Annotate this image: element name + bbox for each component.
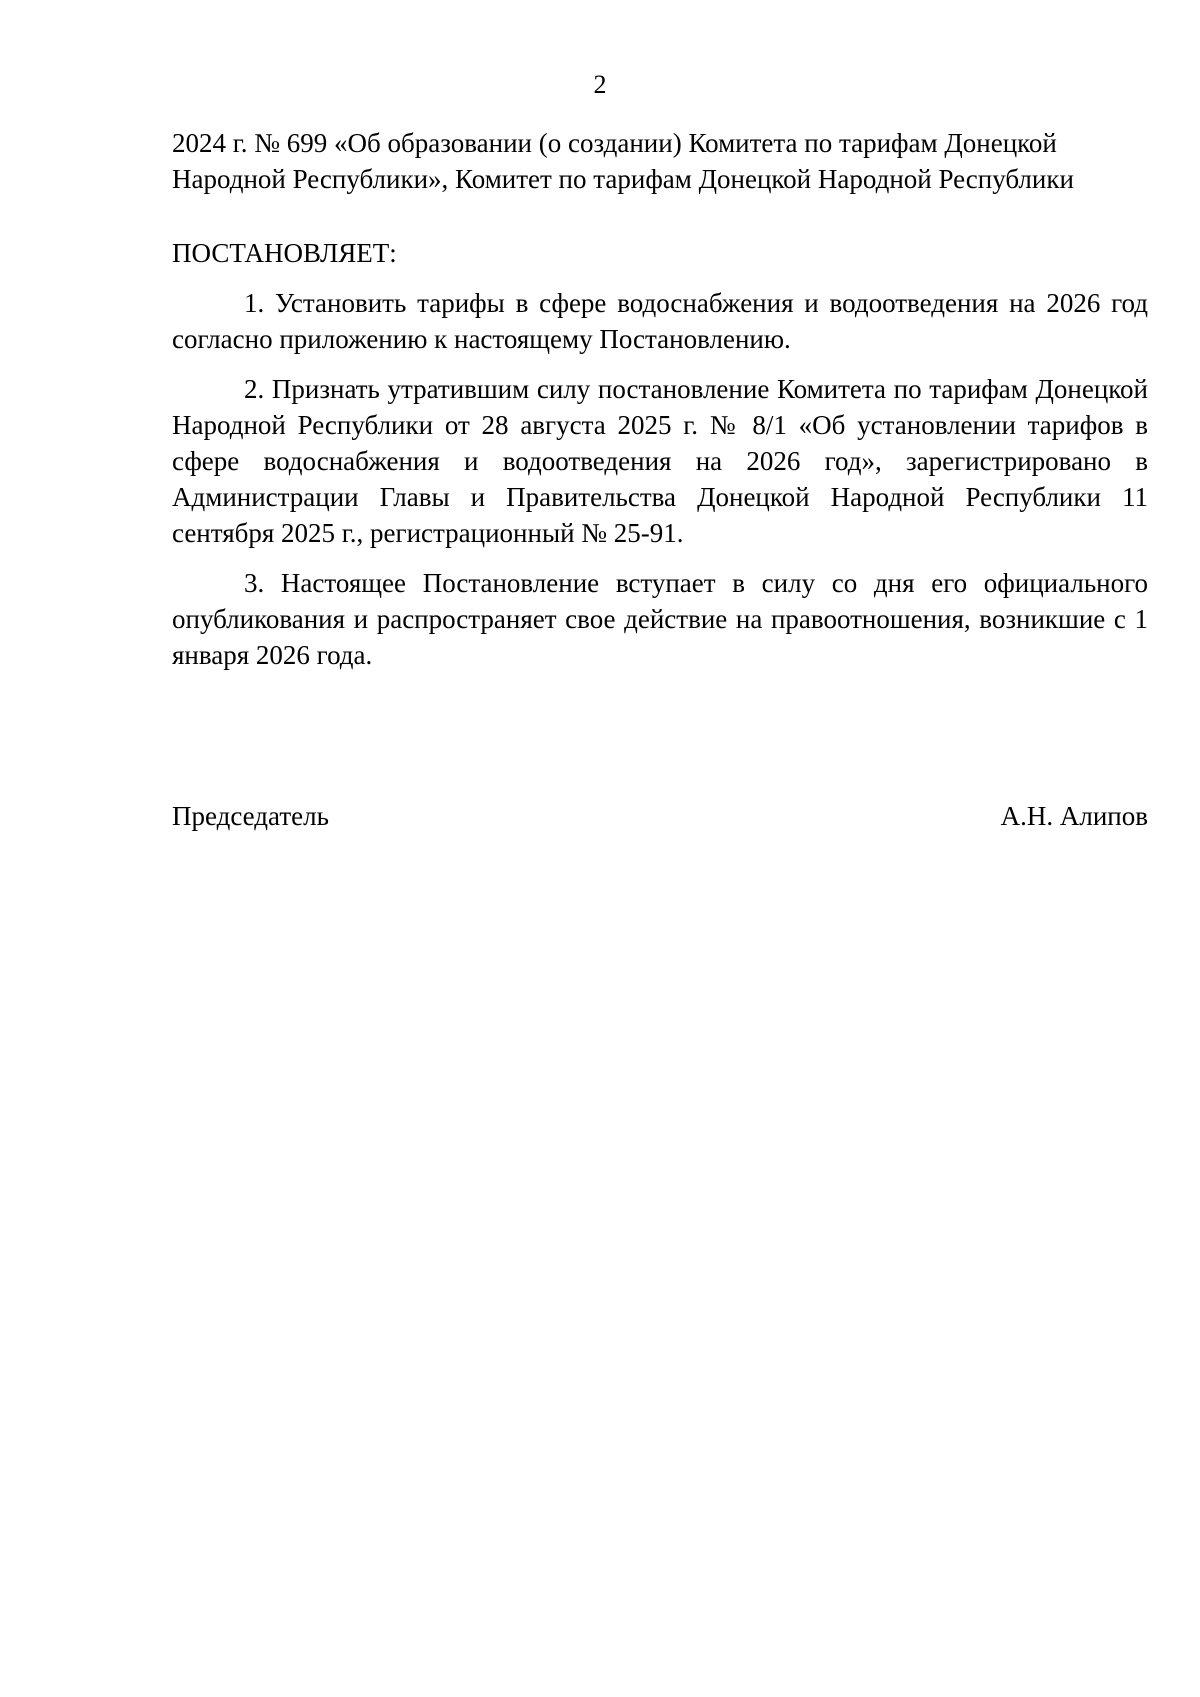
- resolve-heading: ПОСТАНОВЛЯЕТ:: [172, 238, 397, 268]
- intro-line-1: 2024 г. № 699 «Об образовании (о создании) Комитета по тарифам Донецкой: [172, 128, 1057, 158]
- resolution-item-1: 1. Установить тарифы в сфере водоснабжения и водоотведения на 2026 год согласно приложению к настоящему Постановлению.: [172, 288, 1148, 354]
- resolution-item-2: 2. Признать утратившим силу постановление Комитета по тарифам Донецкой Народной Республики от 28 августа 2025 г. № 8/1 «Об установлении тарифов в сфере водоснабжения и водоотведения на 2026 год», зарегистрировано в Администрации Главы и Правительства Донецкой Народной Республики 11 сентября 2025 г., регистрационный № 25-91.: [172, 374, 1148, 548]
- page-number: 2: [593, 70, 607, 99]
- intro-line-2: Народной Республики», Комитет по тарифам Донецкой Народной Республики: [172, 164, 1074, 194]
- signature-block: [172, 798, 1148, 834]
- resolution-item-3: 3. Настоящее Постановление вступает в силу со дня его официального опубликования и распространяет свое действие на правоотношения, возникшие с 1 января 2026 года.: [172, 568, 1148, 670]
- signatory-name: А.Н. Алипов: [1000, 801, 1148, 831]
- signatory-position: Председатель: [172, 801, 329, 831]
- document-body: [172, 125, 1148, 673]
- intro-paragraph: [172, 125, 1148, 197]
